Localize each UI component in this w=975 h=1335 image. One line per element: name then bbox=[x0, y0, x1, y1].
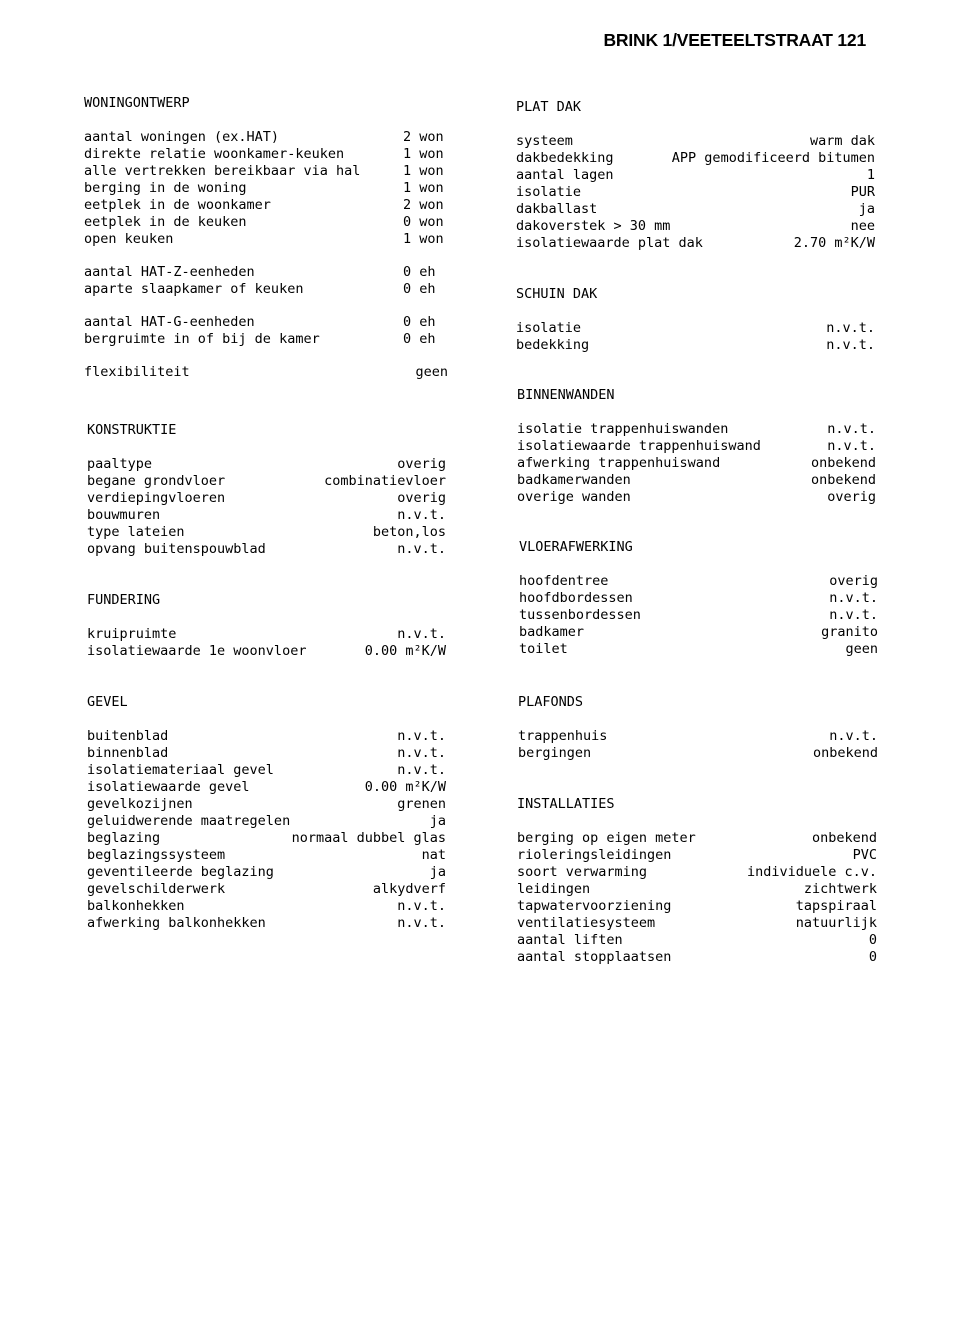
section-woningontwerp bbox=[84, 95, 448, 381]
spec-row bbox=[84, 231, 448, 248]
spec-row bbox=[517, 881, 877, 898]
spec-value: onbekend bbox=[812, 745, 878, 761]
spec-value: 0 eh bbox=[403, 314, 436, 330]
spec-label: aparte slaapkamer of keuken bbox=[84, 281, 304, 297]
spec-row bbox=[519, 573, 878, 590]
spec-value: 1 won bbox=[403, 231, 444, 247]
spec-label: bouwmuren bbox=[87, 507, 161, 523]
spec-value: n.v.t. bbox=[397, 507, 446, 523]
spec-label: paaltype bbox=[87, 456, 153, 472]
spec-row bbox=[517, 949, 877, 966]
spec-label: flexibiliteit bbox=[84, 364, 190, 380]
section-heading: FUNDERING bbox=[87, 592, 161, 608]
spec-label: geluidwerende maatregelen bbox=[87, 813, 291, 829]
spec-row bbox=[84, 331, 448, 348]
spec-label: isolatiewaarde gevel bbox=[87, 779, 250, 795]
spec-value: natuurlijk bbox=[795, 915, 877, 931]
spec-row bbox=[517, 864, 877, 881]
spec-row bbox=[84, 129, 448, 146]
spec-label: hoofdentree bbox=[519, 573, 609, 589]
spec-row bbox=[87, 915, 446, 932]
spec-row bbox=[516, 167, 875, 184]
spec-row bbox=[516, 133, 875, 150]
section-heading: SCHUIN DAK bbox=[516, 286, 598, 302]
spec-row bbox=[84, 264, 448, 281]
spec-value: zichtwerk bbox=[803, 881, 877, 897]
spec-label: aantal stopplaatsen bbox=[517, 949, 672, 965]
spec-label: begane grondvloer bbox=[87, 473, 226, 489]
spec-label: aantal liften bbox=[517, 932, 623, 948]
spec-label: isolatie bbox=[516, 184, 582, 200]
spec-value: beton,los bbox=[372, 524, 446, 540]
spec-row bbox=[517, 455, 876, 472]
section-heading: VLOERAFWERKING bbox=[519, 539, 633, 555]
section-binnenwanden bbox=[517, 387, 876, 506]
spec-label: opvang buitenspouwblad bbox=[87, 541, 266, 557]
spec-label: berging op eigen meter bbox=[517, 830, 696, 846]
spec-label: gevelkozijnen bbox=[87, 796, 193, 812]
spec-value: n.v.t. bbox=[829, 607, 878, 623]
spec-label: isolatiewaarde plat dak bbox=[516, 235, 703, 251]
spec-label: overige wanden bbox=[517, 489, 631, 505]
spec-label: gevelschilderwerk bbox=[87, 881, 226, 897]
spec-label: isolatie trappenhuiswanden bbox=[517, 421, 729, 437]
spec-value: combinatievloer bbox=[324, 473, 446, 489]
spec-value: nat bbox=[421, 847, 446, 863]
spec-value: 2 won bbox=[403, 197, 444, 213]
spec-value: 1 won bbox=[403, 163, 444, 179]
spec-row bbox=[87, 864, 446, 881]
spec-value: ja bbox=[858, 201, 875, 217]
spec-label: bedekking bbox=[516, 337, 590, 353]
spec-value: 2.70 m²K/W bbox=[793, 235, 875, 251]
spec-row bbox=[87, 524, 446, 541]
spec-value: 0.00 m²K/W bbox=[364, 643, 446, 659]
spec-row bbox=[517, 472, 876, 489]
spec-label: direkte relatie woonkamer-keuken bbox=[84, 146, 345, 162]
spec-row bbox=[84, 197, 448, 214]
spec-value: 1 bbox=[866, 167, 875, 183]
spec-value: PUR bbox=[850, 184, 875, 200]
spec-value: normaal dubbel glas bbox=[291, 830, 446, 846]
spec-label: badkamerwanden bbox=[517, 472, 631, 488]
spec-label: bergruimte in of bij de kamer bbox=[84, 331, 320, 347]
spec-row bbox=[87, 830, 446, 847]
section-heading: PLAT DAK bbox=[516, 99, 582, 115]
section-installaties bbox=[517, 796, 877, 966]
section-heading: GEVEL bbox=[87, 694, 128, 710]
spec-row bbox=[87, 813, 446, 830]
spec-row bbox=[87, 507, 446, 524]
spec-row bbox=[87, 898, 446, 915]
spec-row bbox=[519, 607, 878, 624]
spec-value: individuele c.v. bbox=[746, 864, 877, 880]
spec-row bbox=[517, 915, 877, 932]
spec-label: isolatiewaarde 1e woonvloer bbox=[87, 643, 307, 659]
section-schuin-dak bbox=[516, 286, 875, 354]
spec-value: grenen bbox=[397, 796, 446, 812]
spec-label: ventilatiesysteem bbox=[517, 915, 656, 931]
section-gevel bbox=[87, 694, 446, 932]
spec-row bbox=[519, 641, 878, 658]
spec-value: n.v.t. bbox=[397, 541, 446, 557]
spec-label: buitenblad bbox=[87, 728, 169, 744]
spec-label: aantal HAT-Z-eenheden bbox=[84, 264, 255, 280]
spec-row bbox=[87, 643, 446, 660]
spec-value: overig bbox=[827, 489, 876, 505]
spec-value: 0 eh bbox=[403, 264, 436, 280]
spec-value: n.v.t. bbox=[827, 438, 876, 454]
spec-label: kruipruimte bbox=[87, 626, 177, 642]
spec-label: eetplek in de keuken bbox=[84, 214, 247, 230]
spec-value: ja bbox=[429, 864, 446, 880]
spec-row bbox=[517, 421, 876, 438]
spec-value: onbekend bbox=[810, 472, 876, 488]
spec-row bbox=[84, 146, 448, 163]
spec-value: 0 bbox=[868, 932, 877, 948]
spec-value: granito bbox=[821, 624, 878, 640]
spec-value: PVC bbox=[852, 847, 877, 863]
spec-row bbox=[87, 796, 446, 813]
spec-row bbox=[84, 180, 448, 197]
spec-label: isolatiemateriaal gevel bbox=[87, 762, 274, 778]
spec-row bbox=[517, 932, 877, 949]
spec-row bbox=[84, 214, 448, 231]
spec-label: leidingen bbox=[517, 881, 591, 897]
spec-label: dakballast bbox=[516, 201, 598, 217]
spec-row bbox=[517, 830, 877, 847]
spec-value: n.v.t. bbox=[826, 320, 875, 336]
spec-value: geen bbox=[845, 641, 878, 657]
section-heading: KONSTRUKTIE bbox=[87, 422, 177, 438]
spec-value: nee bbox=[850, 218, 875, 234]
spec-value: APP gemodificeerd bitumen bbox=[671, 150, 875, 166]
spec-value: overig bbox=[829, 573, 878, 589]
spec-row bbox=[516, 320, 875, 337]
spec-label: aantal lagen bbox=[516, 167, 614, 183]
section-heading: BINNENWANDEN bbox=[517, 387, 615, 403]
spec-row bbox=[87, 728, 446, 745]
spec-label: balkonhekken bbox=[87, 898, 185, 914]
spec-value: n.v.t. bbox=[397, 745, 446, 761]
spec-label: binnenblad bbox=[87, 745, 169, 761]
spec-value: 0 eh bbox=[403, 331, 436, 347]
spec-value: n.v.t. bbox=[829, 728, 878, 744]
spec-value: warm dak bbox=[809, 133, 875, 149]
spec-label: badkamer bbox=[519, 624, 585, 640]
spec-label: bergingen bbox=[518, 745, 592, 761]
spec-row bbox=[519, 624, 878, 641]
spec-label: dakbedekking bbox=[516, 150, 614, 166]
spec-value: 0.00 m²K/W bbox=[364, 779, 446, 795]
spec-value: n.v.t. bbox=[397, 915, 446, 931]
spec-label: systeem bbox=[516, 133, 573, 149]
spec-row bbox=[87, 456, 446, 473]
spec-label: verdiepingvloeren bbox=[87, 490, 226, 506]
spec-row bbox=[516, 235, 875, 252]
spec-row bbox=[84, 163, 448, 180]
spec-value: n.v.t. bbox=[397, 728, 446, 744]
spec-value: geen bbox=[415, 364, 448, 380]
spec-value: 1 won bbox=[403, 180, 444, 196]
spec-value: 0 bbox=[868, 949, 877, 965]
spec-row bbox=[84, 364, 448, 381]
spec-value: n.v.t. bbox=[397, 626, 446, 642]
spec-row bbox=[516, 218, 875, 235]
spec-row bbox=[87, 473, 446, 490]
spec-value: n.v.t. bbox=[827, 421, 876, 437]
spec-label: geventileerde beglazing bbox=[87, 864, 274, 880]
spec-row bbox=[516, 184, 875, 201]
spec-value: 2 won bbox=[403, 129, 444, 145]
spec-row bbox=[518, 745, 878, 762]
spec-label: aantal HAT-G-eenheden bbox=[84, 314, 255, 330]
section-fundering bbox=[87, 592, 446, 660]
section-heading: INSTALLATIES bbox=[517, 796, 615, 812]
spec-label: toilet bbox=[519, 641, 568, 657]
spec-label: tussenbordessen bbox=[519, 607, 641, 623]
spec-value: 0 won bbox=[403, 214, 444, 230]
spec-row bbox=[87, 745, 446, 762]
spec-row bbox=[516, 201, 875, 218]
spec-value: 1 won bbox=[403, 146, 444, 162]
spec-value: n.v.t. bbox=[397, 898, 446, 914]
spec-label: isolatie bbox=[516, 320, 582, 336]
spec-value: alkydverf bbox=[372, 881, 446, 897]
spec-row bbox=[519, 590, 878, 607]
spec-row bbox=[87, 762, 446, 779]
spec-row bbox=[516, 337, 875, 354]
spec-label: afwerking balkonhekken bbox=[87, 915, 266, 931]
spec-row bbox=[84, 281, 448, 298]
spec-label: beglazingssysteem bbox=[87, 847, 226, 863]
spec-label: aantal woningen (ex.HAT) bbox=[84, 129, 280, 145]
spec-label: berging in de woning bbox=[84, 180, 247, 196]
spec-row bbox=[518, 728, 878, 745]
spec-label: eetplek in de woonkamer bbox=[84, 197, 271, 213]
spec-row bbox=[87, 541, 446, 558]
spec-row bbox=[517, 898, 877, 915]
page-title: BRINK 1/VEETEELTSTRAAT 121 bbox=[603, 30, 866, 50]
spec-value: onbekend bbox=[810, 455, 876, 471]
spec-value: onbekend bbox=[811, 830, 877, 846]
spec-row bbox=[87, 490, 446, 507]
spec-label: type lateien bbox=[87, 524, 185, 540]
spec-value: n.v.t. bbox=[829, 590, 878, 606]
spec-value: ja bbox=[429, 813, 446, 829]
spec-label: isolatiewaarde trappenhuiswand bbox=[517, 438, 761, 454]
spec-value: n.v.t. bbox=[826, 337, 875, 353]
spec-label: dakoverstek > 30 mm bbox=[516, 218, 671, 234]
section-vloerafwerking bbox=[519, 539, 878, 658]
spec-row bbox=[517, 489, 876, 506]
section-konstruktie bbox=[87, 422, 446, 558]
spec-label: rioleringsleidingen bbox=[517, 847, 672, 863]
spec-value: n.v.t. bbox=[397, 762, 446, 778]
spec-row bbox=[516, 150, 875, 167]
spec-row bbox=[84, 314, 448, 331]
spec-value: tapspiraal bbox=[795, 898, 877, 914]
spec-row bbox=[87, 847, 446, 864]
spec-value: overig bbox=[397, 490, 446, 506]
spec-label: open keuken bbox=[84, 231, 174, 247]
spec-row bbox=[87, 626, 446, 643]
spec-label: alle vertrekken bereikbaar via hal bbox=[84, 163, 361, 179]
spec-value: overig bbox=[397, 456, 446, 472]
spec-label: trappenhuis bbox=[518, 728, 608, 744]
spec-label: afwerking trappenhuiswand bbox=[517, 455, 721, 471]
spec-label: tapwatervoorziening bbox=[517, 898, 672, 914]
spec-value: 0 eh bbox=[403, 281, 436, 297]
spec-label: beglazing bbox=[87, 830, 161, 846]
spec-row bbox=[517, 847, 877, 864]
spec-row bbox=[87, 779, 446, 796]
spec-label: soort verwarming bbox=[517, 864, 648, 880]
spec-row bbox=[87, 881, 446, 898]
section-plafonds bbox=[518, 694, 878, 762]
section-plat-dak bbox=[516, 99, 875, 252]
spec-row bbox=[517, 438, 876, 455]
section-heading: WONINGONTWERP bbox=[84, 95, 190, 111]
section-heading: PLAFONDS bbox=[518, 694, 584, 710]
spec-label: hoofdbordessen bbox=[519, 590, 633, 606]
